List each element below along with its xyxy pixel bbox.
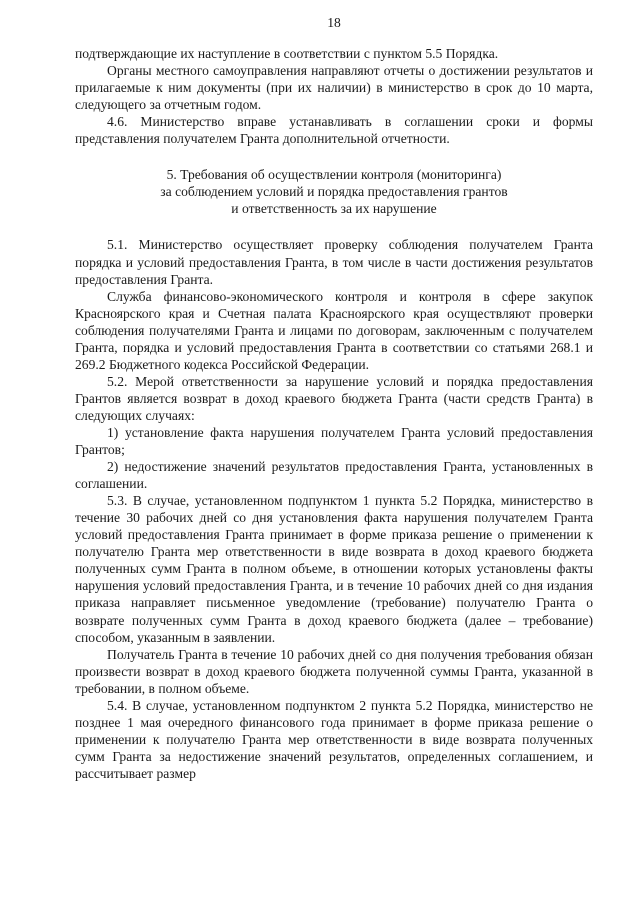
section-heading-line: и ответственность за их нарушение (231, 201, 437, 217)
paragraphs-before (75, 45, 593, 147)
section-heading (75, 166, 593, 217)
section-heading-line: за соблюдением условий и порядка предоставления грантов (160, 184, 508, 200)
paragraph: 4.6. Министерство вправе устанавливать в соглашении сроки и формы представления получателем Гранта дополнительной отчетности. (75, 114, 593, 147)
paragraph: 2) недостижение значений результатов предоставления Гранта, установленных в соглашении. (75, 459, 593, 492)
paragraph: Служба финансово-экономического контроля и контроля в сфере закупок Красноярского края и Счетная палата Красноярского края осуществляют проверки соблюдения получателями Гранта и лицами по договорам, заключенным с получателем Гранта, порядка и условий предоставления Гранта в соответствии со статьями 268.1 и 269.2 Бюджетного кодекса Российской Федерации. (75, 288, 593, 372)
document-page (75, 14, 593, 782)
paragraph: 5.3. В случае, установленном подпунктом 1 пункта 5.2 Порядка, министерство в течение 30 рабочих дней со дня установления факта нарушения получателем Гранта условий предоставления Гранта принимает в форме приказа решение о применении к получателю Гранта мер ответственности в виде возврата в доход краевого бюджета полученных сумм Гранта в полном объеме, в отношении которых установлены факты нарушения условий предоставления Гранта, и в течение 10 рабочих дней со дня издания приказа направляет письменное уведомление (требование) получателю Гранта о возврате полученных сумм Гранта в доход краевого бюджета (далее – требование) способом, указанным в заявлении. (75, 493, 593, 645)
paragraph: 5.1. Министерство осуществляет проверку соблюдения получателем Гранта порядка и условий предоставления Гранта, в том числе в части достижения результатов предоставления Гранта. (75, 237, 593, 287)
paragraph: подтверждающие их наступление в соответствии с пунктом 5.5 Порядка. (75, 46, 499, 62)
paragraphs-after (75, 236, 593, 782)
paragraph: 1) установление факта нарушения получателем Гранта условий предоставления Грантов; (75, 424, 593, 458)
section-heading-line: 5. Требования об осуществлении контроля (мониторинга) (166, 167, 502, 183)
paragraph: Получатель Гранта в течение 10 рабочих дней со дня получения требования обязан произвести возврат в доход краевого бюджета полученной суммы Гранта, указанной в требовании, в полном объеме. (75, 646, 593, 696)
paragraph: Органы местного самоуправления направляют отчеты о достижении результатов и прилагаемые к ним документы (при их наличии) в министерство в срок до 10 марта, следующего за отчетным годом. (75, 63, 593, 113)
paragraph: 5.4. В случае, установленном подпунктом 2 пункта 5.2 Порядка, министерство не позднее 1 мая очередного финансового года принимает в форме приказа решение о применении к получателю Гранта мер ответственности в виде возврата полученных сумм Гранта за недостижение значений результатов, определенных соглашением, и рассчитывает размер (75, 697, 593, 781)
page-number: 18 (327, 15, 341, 30)
paragraph: 5.2. Мерой ответственности за нарушение условий и порядка предоставления Грантов является возврат в доход краевого бюджета Гранта (части средств Гранта) в следующих случаях: (75, 373, 593, 423)
